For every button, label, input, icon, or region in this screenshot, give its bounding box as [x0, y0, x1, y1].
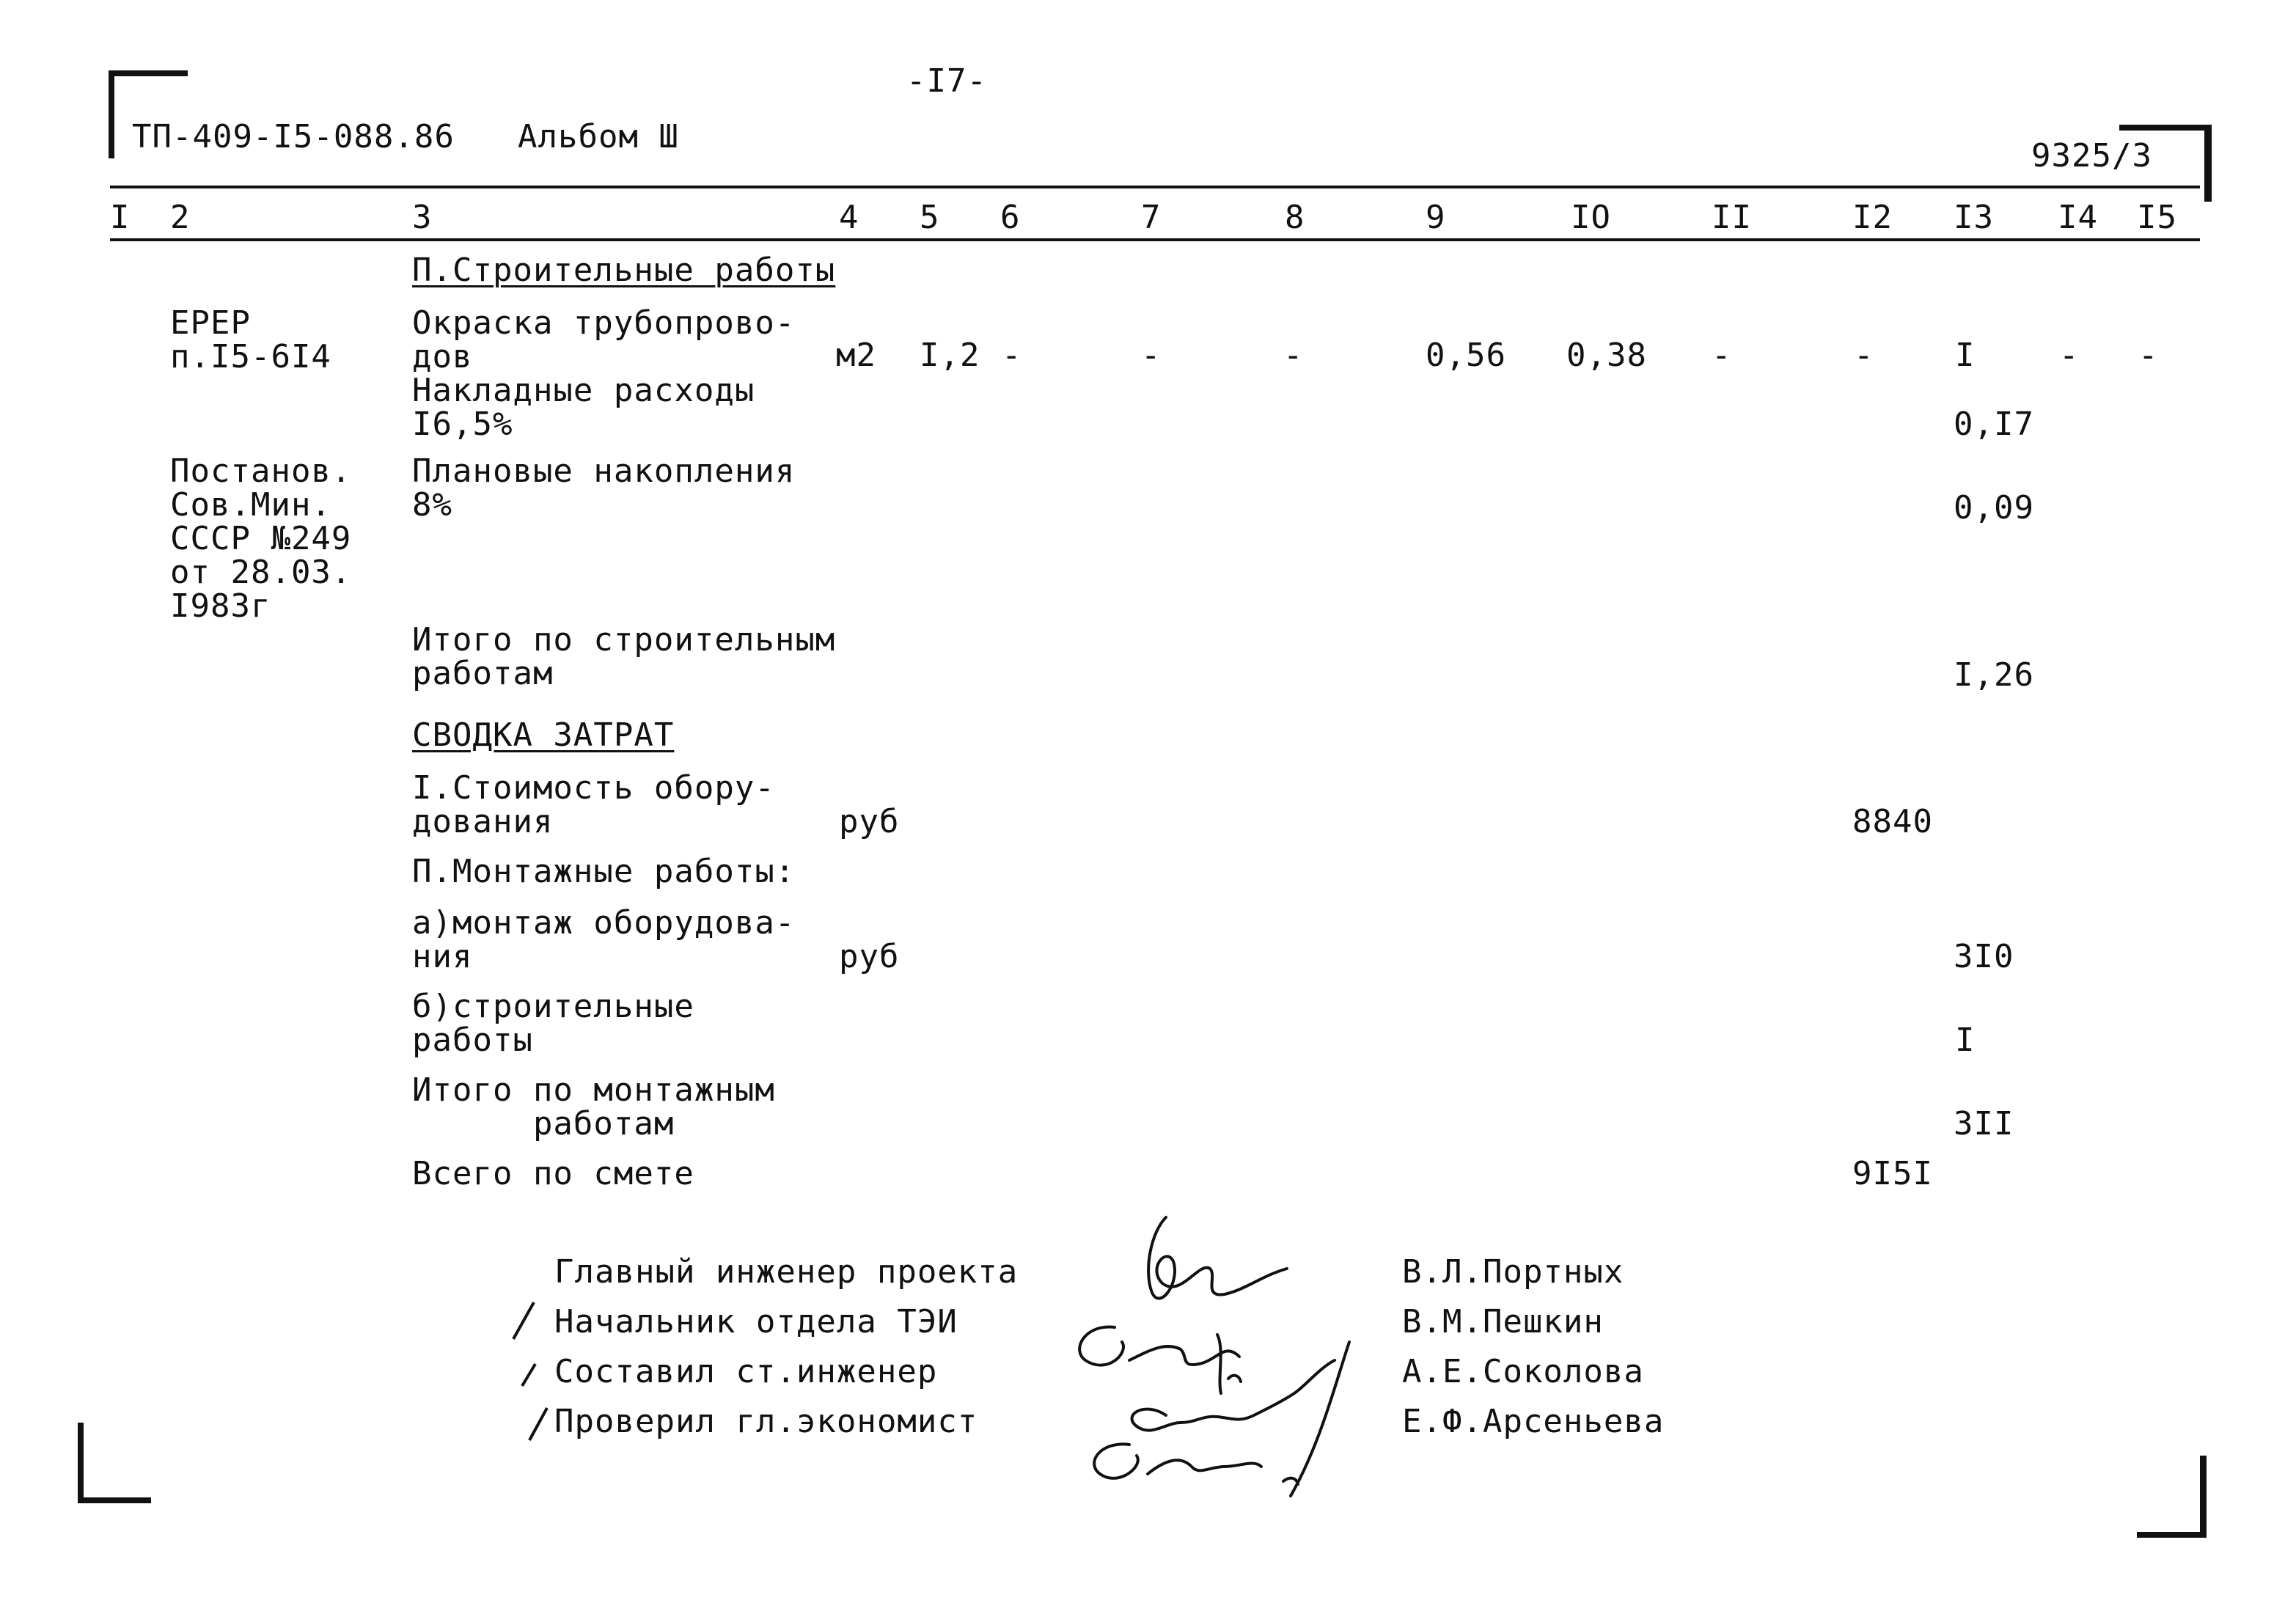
- signatory-name: А.Е.Соколова: [1402, 1353, 1644, 1390]
- handwritten-signature: [1041, 1203, 1393, 1511]
- header-rule-bottom: [110, 238, 2200, 241]
- corner-mark-top-right: [2204, 125, 2212, 202]
- signature-role: Проверил гл.экономист: [554, 1403, 978, 1440]
- cell-unit: м2: [836, 337, 876, 374]
- corner-mark-top-right-h: [2119, 125, 2212, 131]
- cell-col14: -: [2059, 337, 2080, 374]
- cell-name: б)строительные работы: [412, 988, 694, 1059]
- col-head-5: 5: [920, 199, 940, 236]
- cell-col5: I,2: [920, 337, 980, 374]
- cell-col12: -: [1854, 337, 1874, 374]
- col-head-13: I3: [1954, 199, 1994, 236]
- album-label: Альбом Ш: [518, 118, 679, 155]
- cell-col12: 9I5I: [1852, 1155, 1933, 1192]
- summary-title: СВОДКА ЗАТРАТ: [412, 716, 675, 754]
- col-head-1: I: [110, 199, 131, 236]
- signatory-name: Е.Ф.Арсеньева: [1402, 1403, 1665, 1440]
- cell-col13: 0,I7: [1954, 406, 2034, 443]
- corner-mark-top-left-h: [109, 70, 188, 76]
- cell-basis: ЕРЕР п.I5-6I4: [170, 304, 331, 375]
- col-head-2: 2: [170, 199, 191, 236]
- tick-mark: [509, 1299, 538, 1343]
- sheet-code: 9325/3: [2031, 137, 2152, 175]
- col-head-14: I4: [2058, 199, 2098, 236]
- col-head-7: 7: [1141, 199, 1162, 236]
- cell-col13: 3II: [1954, 1105, 2014, 1142]
- signature-role: Составил ст.инженер: [554, 1353, 938, 1390]
- cell-col6: -: [1002, 337, 1022, 374]
- cell-name: Накладные расходы I6,5%: [412, 372, 755, 443]
- page-number: -I7-: [906, 62, 987, 100]
- doc-code: ТП-409-I5-088.86: [132, 118, 455, 155]
- corner-mark-bottom-left: [78, 1423, 84, 1503]
- col-head-4: 4: [839, 199, 859, 236]
- cell-name: а)монтаж оборудова- ния: [412, 904, 796, 975]
- col-head-10: IO: [1571, 199, 1611, 236]
- cell-col13: I,26: [1954, 656, 2034, 694]
- tick-mark: [525, 1405, 550, 1443]
- cell-name: Итого по монтажным работам: [412, 1071, 775, 1142]
- corner-mark-bottom-right: [2200, 1456, 2207, 1538]
- col-head-3: 3: [412, 199, 433, 236]
- cell-col13: I: [1955, 1021, 1976, 1059]
- section-title: П.Строительные работы: [412, 252, 836, 289]
- cell-name: Окраска трубопрово- дов: [412, 304, 796, 375]
- cell-col12: 8840: [1852, 803, 1933, 840]
- cell-name: П.Монтажные работы:: [412, 853, 796, 890]
- cell-col10: 0,38: [1566, 337, 1647, 374]
- col-head-12: I2: [1852, 199, 1893, 236]
- col-head-6: 6: [1000, 199, 1021, 236]
- cell-name: I.Стоимость обору- дования: [412, 769, 775, 840]
- corner-mark-top-left: [109, 70, 114, 158]
- cell-col9: 0,56: [1426, 337, 1506, 374]
- corner-mark-bottom-left-h: [78, 1497, 151, 1503]
- header-rule-top: [110, 186, 2200, 188]
- cell-col13: I: [1955, 337, 1976, 374]
- cell-col15: -: [2138, 337, 2159, 374]
- col-head-15: I5: [2137, 199, 2177, 236]
- cell-name: Всего по смете: [412, 1155, 694, 1192]
- col-head-9: 9: [1426, 199, 1446, 236]
- cell-col7: -: [1141, 337, 1162, 374]
- cell-unit: руб: [839, 938, 900, 975]
- cell-col11: -: [1712, 337, 1732, 374]
- corner-mark-bottom-right-h: [2137, 1532, 2207, 1538]
- signatory-name: В.Л.Портных: [1402, 1253, 1624, 1291]
- cell-name: Плановые накопления 8%: [412, 452, 796, 524]
- signatory-name: В.М.Пешкин: [1402, 1303, 1604, 1340]
- cell-col13: 3I0: [1954, 938, 2014, 975]
- signature-role: Главный инженер проекта: [554, 1253, 1019, 1291]
- signature-role: Начальник отдела ТЭИ: [554, 1303, 958, 1340]
- col-head-8: 8: [1285, 199, 1305, 236]
- cell-col13: 0,09: [1954, 489, 2034, 527]
- tick-mark: [518, 1361, 540, 1390]
- cell-name: Итого по строительным работам: [412, 621, 836, 692]
- cell-col8: -: [1283, 337, 1304, 374]
- col-head-11: II: [1712, 199, 1752, 236]
- cell-unit: руб: [839, 803, 900, 840]
- cell-basis: Постанов. Сов.Мин. СССР №249 от 28.03. I983г: [170, 452, 352, 625]
